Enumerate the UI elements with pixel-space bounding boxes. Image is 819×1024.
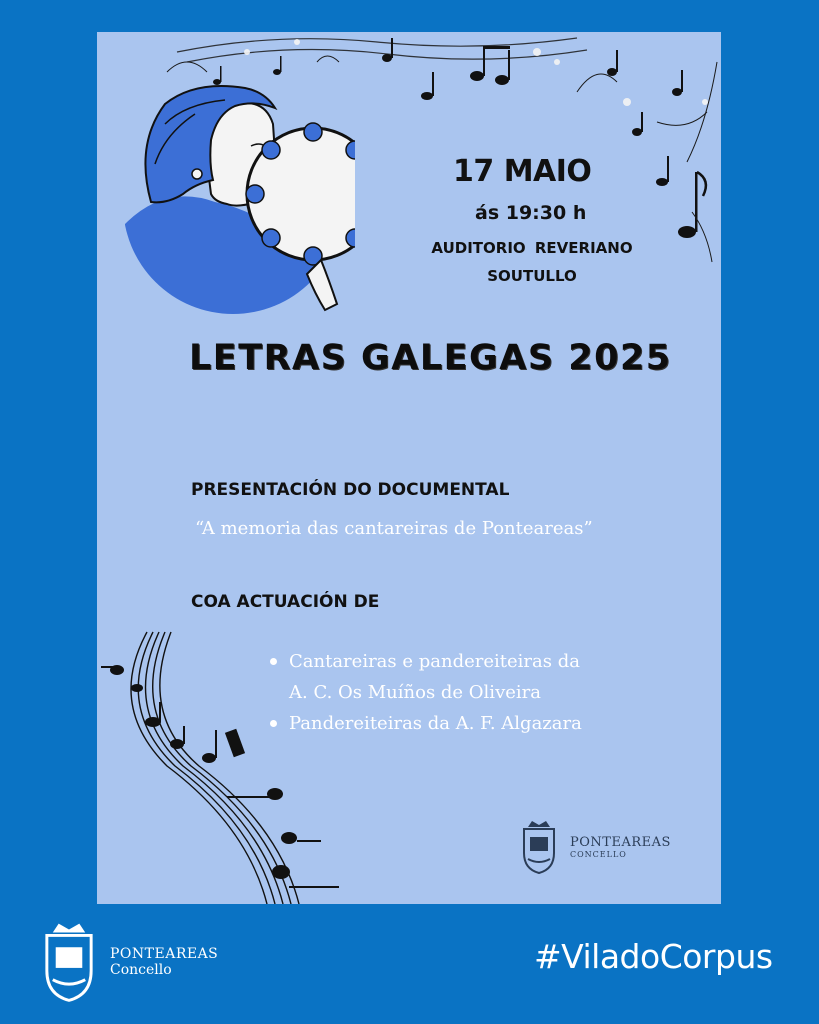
music-staff-decoration-icon xyxy=(97,626,357,904)
venue-line-1: AUDITORIO REVERIANO xyxy=(431,239,633,257)
documentary-title: “A memoria das cantareiras de Ponteareas” xyxy=(195,518,593,539)
documentary-label: PRESENTACIÓN DO DOCUMENTAL xyxy=(191,480,510,500)
event-poster xyxy=(97,32,721,904)
performance-line-1: Cantareiras e pandereiteiras da xyxy=(289,651,580,672)
hashtag: #ViladoCorpus xyxy=(534,937,773,976)
footer-logo-name: PONTEAREAS xyxy=(110,946,219,962)
poster-logo xyxy=(518,819,671,875)
coat-of-arms-icon xyxy=(38,920,100,1004)
performance-line-2: A. C. Os Muíños de Oliveira xyxy=(289,682,541,703)
poster-headline: LETRAS GALEGAS 2025 xyxy=(189,338,672,378)
footer-logo-sub: Concello xyxy=(110,962,172,978)
poster-logo-name: PONTEAREAS xyxy=(570,835,671,850)
event-venue xyxy=(415,234,649,290)
venue-line-2: SOUTULLO xyxy=(487,267,577,285)
event-date: 17 MAIO xyxy=(453,154,592,189)
performance-line-1: Pandereiteiras da A. F. Algazara xyxy=(289,713,582,734)
footer-logo xyxy=(38,920,218,1004)
performances-label: COA ACTUACIÓN DE xyxy=(191,592,380,612)
woman-with-tambourine-illustration-icon xyxy=(125,84,355,324)
poster-logo-sub: CONCELLO xyxy=(570,850,627,859)
event-time: ás 19:30 h xyxy=(475,202,587,224)
coat-of-arms-icon xyxy=(518,819,560,875)
